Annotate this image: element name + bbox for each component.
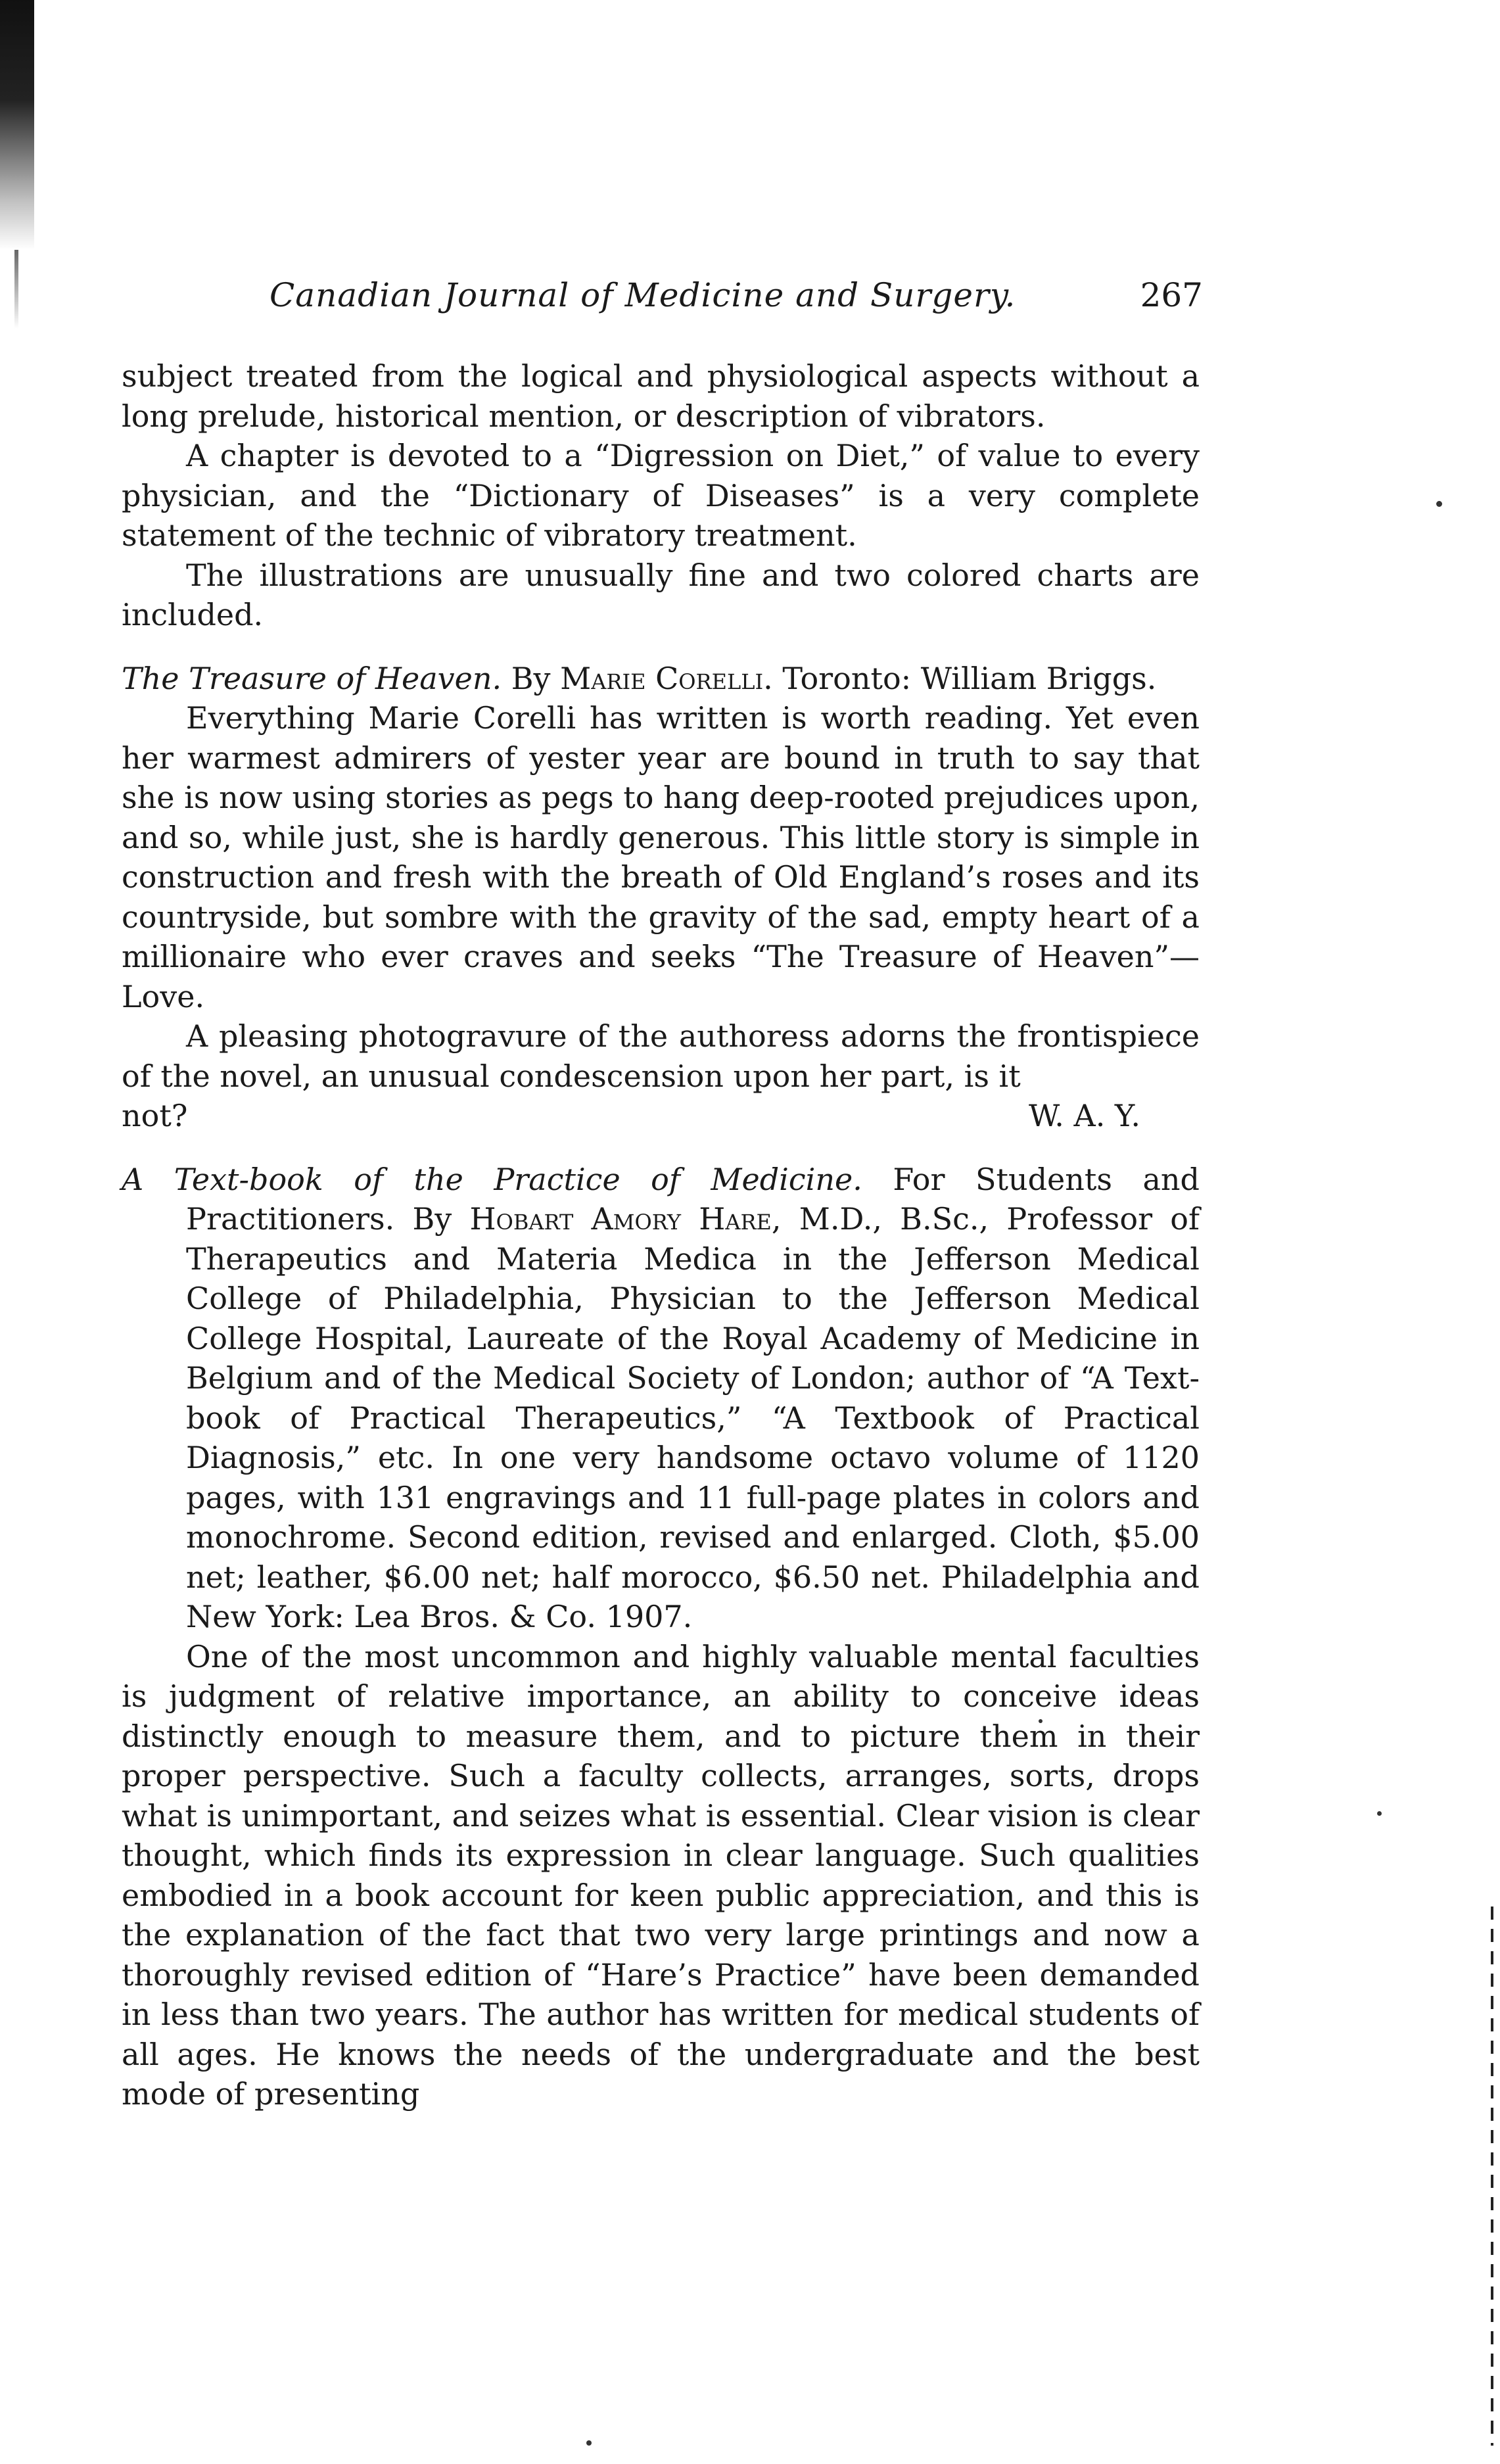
review-heading: [122, 1160, 1200, 1637]
page-binding-edge: [1491, 1907, 1493, 2446]
page-edge-shadow: [0, 0, 34, 250]
review-heading: [122, 659, 1200, 699]
author-name: Hobart Amory Hare: [469, 1201, 772, 1237]
book-title: The Treasure of Heaven.: [122, 660, 502, 696]
page-number: 267: [1140, 276, 1203, 314]
book-lead: For Students and Practitioners. By: [186, 1161, 1200, 1237]
ink-speck: [1436, 501, 1442, 507]
running-title: Canadian Journal of Medicine and Surgery.: [270, 276, 1016, 314]
paragraph: A pleasing photogravure of the authoress adorns the frontispiece of the novel, an unusual condescension upon her part, is it: [122, 1018, 1200, 1094]
paragraph: One of the most uncommon and highly valuable mental faculties is judgment of relative importance, an ability to conceive ideas distinctly enough to measure them, and to picture them in their proper perspective. Such a faculty collects, arranges, sorts, drops what is unimportant, and seizes what is essential. Clear vision is clear thought, which finds its expression in clear language. Such qualities embodied in a book account for keen public appreciation, and this is the explanation of the fact that two very large printings and now a thoroughly revised edition of “Hare’s Practice” have been demanded in less than two years. The author has written for medical students of all ages. He knows the needs of the undergraduate and the best mode of presenting: [122, 1638, 1200, 2112]
paragraph-end: not?: [122, 1098, 188, 1133]
book-title: A Text-book of the Practice of Medicine.: [122, 1161, 862, 1197]
paragraph: A chapter is devoted to a “Digression on Diet,” of value to every physician, and the “Dictionary of Diseases” is a very complete statement of the technic of vibratory treatment.: [122, 438, 1200, 553]
reviewer-signature: W. A. Y.: [1028, 1098, 1140, 1133]
paragraph: subject treated from the logical and physiological aspects without a long prelude, historical mention, or description of vibrators.: [122, 358, 1200, 434]
by-label: By: [502, 660, 561, 696]
publisher-imprint: . Toronto: William Briggs.: [763, 660, 1157, 696]
article-body: [122, 356, 1200, 2114]
book-details: , M.D., B.Sc., Professor of Therapeutics and Materia Medica in the Jefferson Medical College of Philadelphia, Physician to the Jefferson Medical College Hospital, Laureate of the Royal Academy of Medicine in Belgium and of the Medical Society of London; author of “A Text-book of Practical Therapeutics,” “A Textbook of Practical Diagnosis,” etc. In one very handsome octavo volume of 1120 pages, with 131 engravings and 11 full-page plates in colors and monochrome. Second edition, revised and enlarged. Cloth, $5.00 net; leather, $6.00 net; half morocco, $6.50 net. Philadelphia and New York: Lea Bros. & Co. 1907.: [186, 1201, 1200, 1634]
ink-speck: [586, 2440, 592, 2446]
paragraph: The illustrations are unusually fine and two colored charts are included.: [122, 557, 1200, 632]
paragraph: Everything Marie Corelli has written is worth reading. Yet even her warmest admirers of yester year are bound in truth to say that she is now using stories as pegs to hang deep-rooted prejudices upon, and so, while just, she is hardly generous. This little story is simple in construction and fresh with the breath of Old England’s roses and its countryside, but sombre with the gravity of the sad, empty heart of a millionaire who ever craves and seeks “The Treasure of Heaven”—Love.: [122, 700, 1200, 1014]
page-header: [270, 276, 1203, 322]
ink-speck: [1377, 1811, 1382, 1816]
signature-line: [122, 1096, 1200, 1136]
page-edge-shadow-tail: [14, 250, 18, 329]
author-name: Marie Corelli: [560, 660, 764, 696]
